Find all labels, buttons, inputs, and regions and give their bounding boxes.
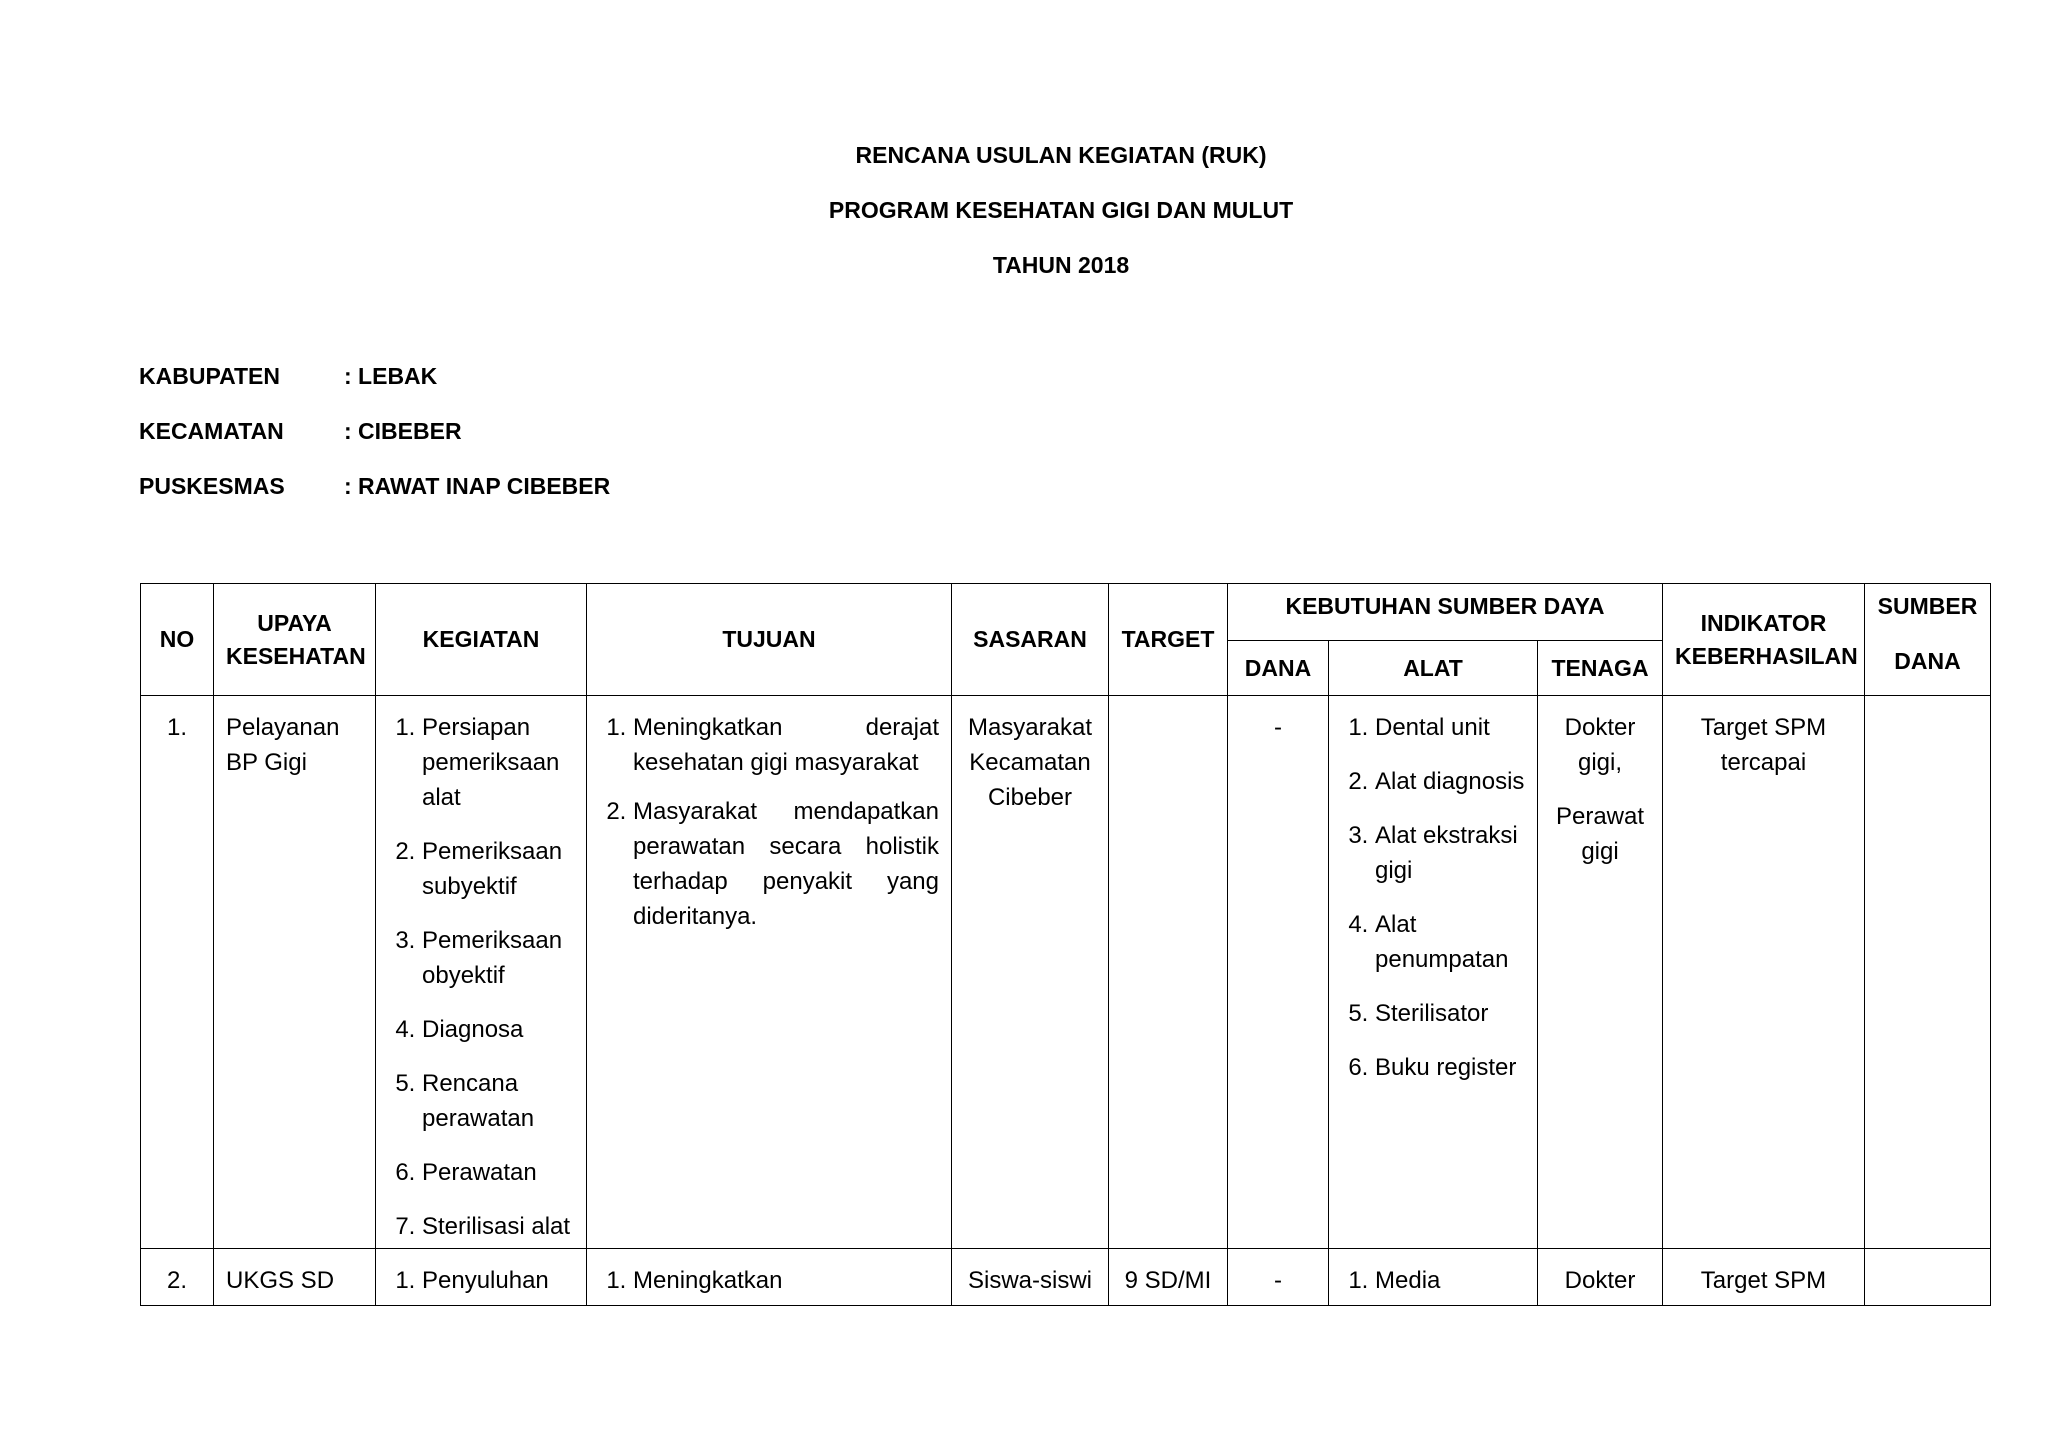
cell-sasaran: Siswa-siswi (952, 1249, 1109, 1306)
list-item: 5. Rencana perawatan (422, 1066, 574, 1136)
meta-label: KECAMATAN (139, 418, 284, 444)
alat-list (1341, 1263, 1525, 1298)
list-item: 4. Alat penumpatan (1375, 907, 1525, 977)
list-item: 4. Diagnosa (422, 1012, 574, 1047)
list-item: 6. Buku register (1375, 1050, 1525, 1085)
header-sasaran: SASARAN (952, 584, 1109, 696)
cell-upaya: Pelayanan BP Gigi (214, 696, 376, 1249)
header-sumber-label: SUMBER (1877, 593, 1978, 619)
meta-label: KABUPATEN (139, 363, 280, 389)
list-item: 1. Meningkatkan derajat kesehatan gigi masyarakat (633, 710, 939, 780)
list-item: 6. Perawatan (422, 1155, 574, 1190)
cell-kegiatan (376, 1249, 587, 1306)
cell-tenaga (1538, 696, 1663, 1249)
list-item: 3. Alat ekstraksi gigi (1375, 818, 1525, 888)
meta-row-kabupaten (139, 358, 610, 413)
list-item: 1. Persiapan pemeriksaan alat (422, 710, 574, 815)
document-title-block (0, 138, 2048, 303)
list-item: 5. Sterilisator (1375, 996, 1525, 1031)
document-meta (139, 358, 610, 523)
list-item: 1. Dental unit (1375, 710, 1525, 745)
cell-alat (1329, 1249, 1538, 1306)
meta-value: : CIBEBER (344, 418, 462, 444)
header-tujuan: TUJUAN (587, 584, 952, 696)
cell-indikator: Target SPM (1663, 1249, 1865, 1306)
cell-sasaran: Masyarakat Kecamatan Cibeber (952, 696, 1109, 1249)
list-item: 1. Penyuluhan (422, 1263, 574, 1298)
document-subtitle: PROGRAM KESEHATAN GIGI DAN MULUT (828, 197, 1294, 223)
list-item: 1. Media (1375, 1263, 1525, 1298)
header-dana: DANA (1228, 641, 1329, 696)
cell-dana: - (1228, 1249, 1329, 1306)
tujuan-list (599, 1263, 939, 1298)
cell-indikator: Target SPM tercapai (1663, 696, 1865, 1249)
tenaga-perawat: Perawat gigi (1555, 803, 1645, 865)
cell-target (1109, 696, 1228, 1249)
list-item: 2. Pemeriksaan subyektif (422, 834, 574, 904)
meta-label: PUSKESMAS (139, 473, 285, 499)
kegiatan-list (388, 710, 574, 1244)
kegiatan-list (388, 1263, 574, 1298)
header-tenaga: TENAGA (1538, 641, 1663, 696)
cell-target: 9 SD/MI (1109, 1249, 1228, 1306)
header-target: TARGET (1109, 584, 1228, 696)
meta-row-puskesmas (139, 468, 610, 523)
meta-value: : LEBAK (344, 363, 438, 389)
header-upaya-kesehatan: UPAYA KESEHATAN (214, 584, 376, 696)
cell-no: 1. (141, 696, 214, 1249)
cell-alat (1329, 696, 1538, 1249)
cell-sumber-dana (1865, 696, 1991, 1249)
tenaga-dokter: Dokter gigi, (1564, 714, 1636, 776)
header-sumber-dana (1865, 584, 1991, 696)
table-header-row (141, 584, 1991, 641)
list-item: 1. Meningkatkan (633, 1263, 939, 1298)
cell-tujuan (587, 696, 952, 1249)
header-dana-label: DANA (1894, 648, 1961, 674)
list-item: 7. Sterilisasi alat (422, 1209, 574, 1244)
cell-no: 2. (141, 1249, 214, 1306)
list-item: 3. Pemeriksaan obyektif (422, 923, 574, 993)
header-no: NO (141, 584, 214, 696)
cell-tujuan (587, 1249, 952, 1306)
meta-value: : RAWAT INAP CIBEBER (344, 473, 611, 499)
header-alat: ALAT (1329, 641, 1538, 696)
cell-kegiatan (376, 696, 587, 1249)
document-year: TAHUN 2018 (992, 252, 1130, 278)
cell-tenaga: Dokter (1538, 1249, 1663, 1306)
ruk-table (140, 583, 1991, 1306)
alat-list (1341, 710, 1525, 1085)
cell-dana: - (1228, 696, 1329, 1249)
meta-row-kecamatan (139, 413, 610, 468)
cell-upaya: UKGS SD (214, 1249, 376, 1306)
header-indikator-keberhasilan: INDIKATOR KEBERHASILAN (1663, 584, 1865, 696)
header-kebutuhan-sumber-daya: KEBUTUHAN SUMBER DAYA (1228, 584, 1663, 641)
table-row (141, 696, 1991, 1249)
tujuan-list (599, 710, 939, 934)
cell-sumber-dana (1865, 1249, 1991, 1306)
table-row (141, 1249, 1991, 1306)
list-item: 2. Masyarakat mendapatkan perawatan secara holistik terhadap penyakit yang dideritanya. (633, 794, 939, 934)
header-kegiatan: KEGIATAN (376, 584, 587, 696)
list-item: 2. Alat diagnosis (1375, 764, 1525, 799)
document-title: RENCANA USULAN KEGIATAN (RUK) (855, 142, 1267, 168)
